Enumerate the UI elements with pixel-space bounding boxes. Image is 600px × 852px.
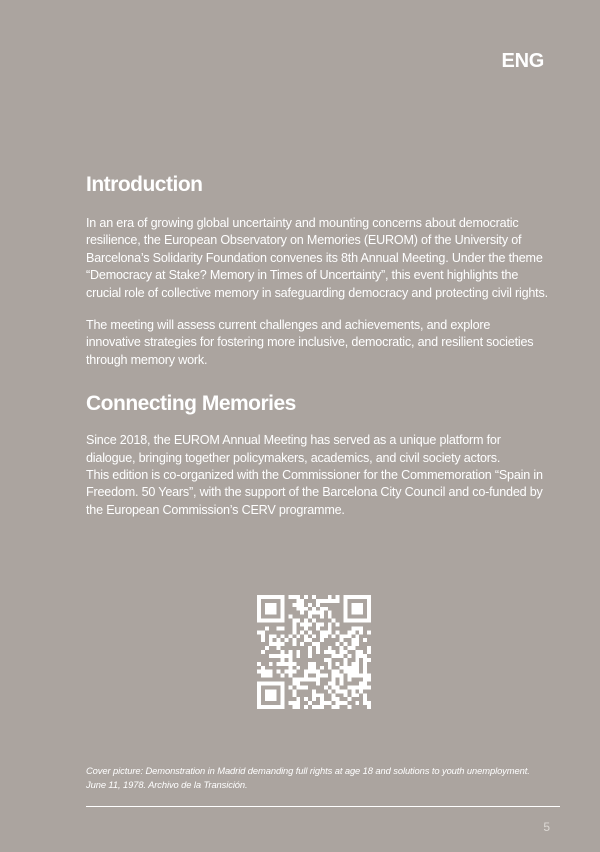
language-label: ENG [501,50,544,72]
introduction-paragraph: In an era of growing global uncertainty and mounting concerns about democratic resilience, the European Observatory on Memories (EUROM) of the University of Barcelona’s Solidarity Foundation convenes its 8th Annual Meeting. Under the theme “Democracy at Stake? Memory in Times of Uncertainty”, this event highlights the crucial role of collective memory in safeguarding democracy and protecting civil rights. [86,216,548,300]
qr-code-icon[interactable] [257,595,371,709]
introduction-heading: Introduction [86,173,203,196]
page-number: 5 [543,820,550,834]
main-content [86,172,548,519]
connecting-memories-heading: Connecting Memories [86,392,296,416]
footer-divider [86,806,560,807]
introduction-paragraph: The meeting will assess current challenges and achievements, and explore innovative strategies for fostering more inclusive, democratic, and resilient societies through memory work. [86,318,534,367]
qr-code-graphic [257,595,371,709]
connecting-paragraph: Since 2018, the EUROM Annual Meeting has served as a unique platform for dialogue, bringing together policymakers, academics, and civil society actors. [86,433,501,465]
cover-picture-caption: Cover picture: Demonstration in Madrid demanding full rights at age 18 and solutions to youth unemployment. June 11, 1978. Archivo de la Transición. [86,765,530,790]
connecting-paragraph: This edition is co-organized with the Commissioner for the Commemoration “Spain in Freedom. 50 Years”, with the support of the Barcelona City Council and co-funded by the European Commission’s CERV programme. [86,468,543,517]
